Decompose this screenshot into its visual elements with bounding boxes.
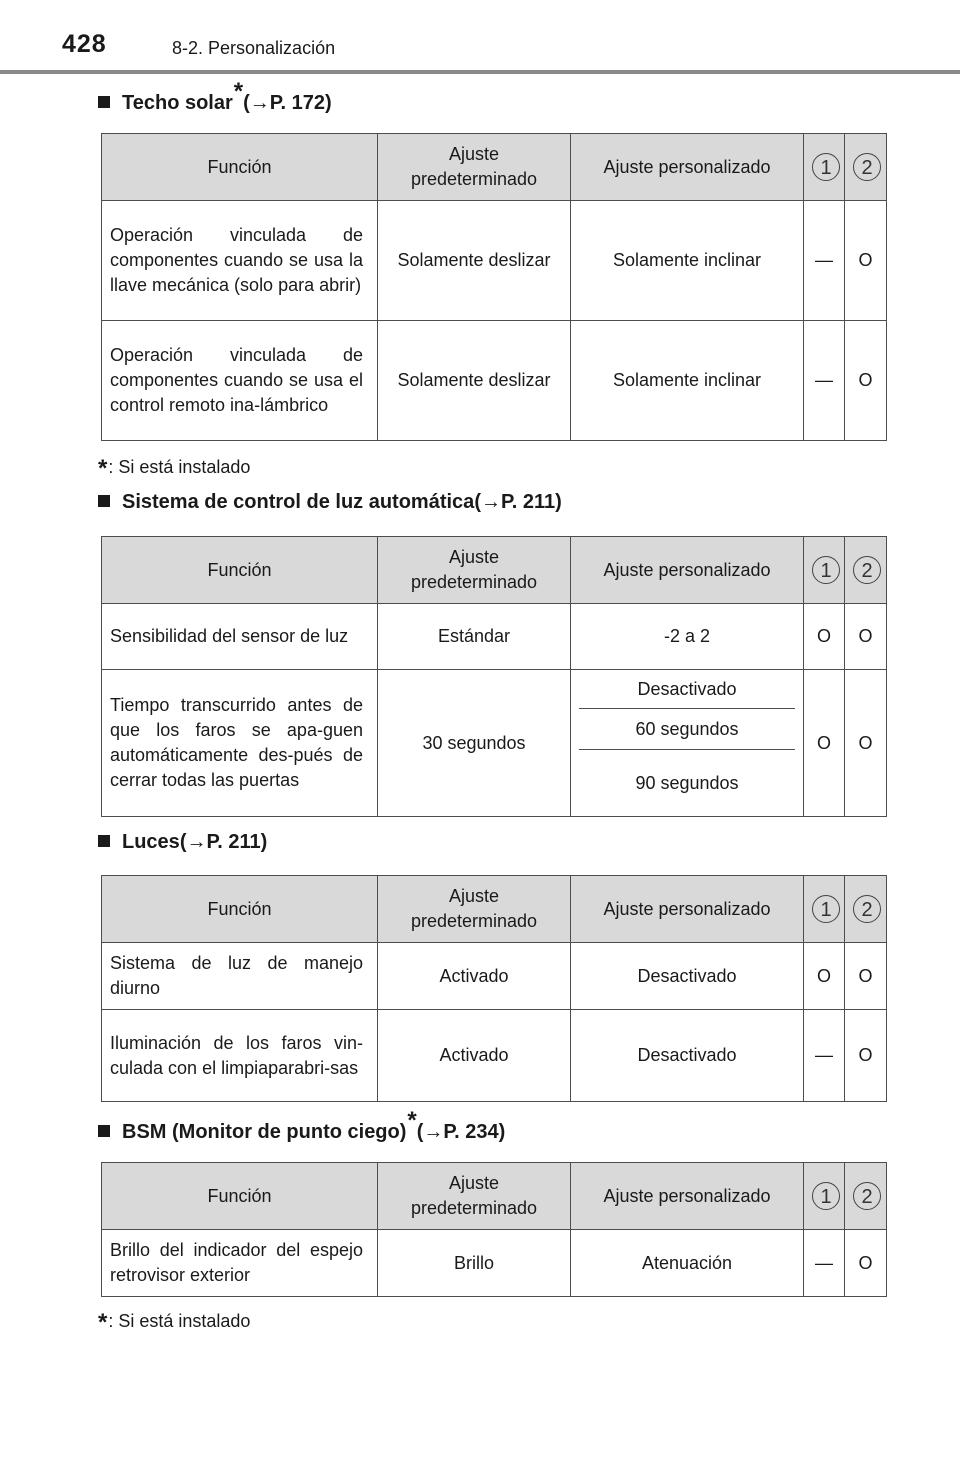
section-title-bsm: BSM (Monitor de punto ciego) * (→P. 234) bbox=[98, 1117, 505, 1145]
table-bsm bbox=[101, 1162, 887, 1297]
table-row: Sensibilidad del sensor de luz Estándar -2 a 2 O O bbox=[102, 604, 887, 670]
circled-one-icon: 1 bbox=[812, 556, 840, 584]
list-item: 90 segundos bbox=[635, 772, 739, 793]
square-bullet-icon bbox=[98, 835, 110, 847]
section-title-luz-automatica: Sistema de control de luz automática (→P. 211) bbox=[98, 491, 562, 514]
col-custom: Ajuste personalizado bbox=[571, 876, 804, 943]
col-default: Ajuste predeterminado bbox=[378, 1163, 571, 1230]
square-bullet-icon bbox=[98, 1125, 110, 1137]
col-default: Ajuste predeterminado bbox=[378, 537, 571, 604]
circled-one-icon: 1 bbox=[812, 1182, 840, 1210]
col-funcion: Función bbox=[102, 537, 378, 604]
col-funcion: Función bbox=[102, 134, 378, 201]
col-custom: Ajuste personalizado bbox=[571, 134, 804, 201]
circled-one-icon: 1 bbox=[812, 895, 840, 923]
col-default: Ajuste predeterminado bbox=[378, 134, 571, 201]
table-row: Operación vinculada de componentes cuando se usa el control remoto ina-lámbrico Solamente deslizar Solamente inclinar — O bbox=[102, 321, 887, 441]
square-bullet-icon bbox=[98, 495, 110, 507]
table-row: Tiempo transcurrido antes de que los faros se apa-guen automáticamente des-pués de cerrar todas las puertas 30 segundos Desactivado 60 segundos 90 segundos O O bbox=[102, 670, 887, 817]
table-header-row bbox=[102, 537, 887, 604]
page-number: 428 bbox=[62, 30, 107, 58]
col-funcion: Función bbox=[102, 1163, 378, 1230]
header-rule bbox=[0, 70, 960, 74]
table-row: Operación vinculada de componentes cuando se usa la llave mecánica (solo para abrir) Solamente deslizar Solamente inclinar — O bbox=[102, 201, 887, 321]
list-item: 60 segundos bbox=[579, 709, 795, 750]
col-default: Ajuste predeterminado bbox=[378, 876, 571, 943]
footnote: * : Si está instalado bbox=[98, 1309, 251, 1336]
table-header-row bbox=[102, 134, 887, 201]
table-luz-automatica bbox=[101, 536, 887, 817]
table-row: Iluminación de los faros vin-culada con el limpiaparabri-sas Activado Desactivado — O bbox=[102, 1010, 887, 1102]
circled-two-icon: 2 bbox=[853, 1182, 881, 1210]
footnote: * : Si está instalado bbox=[98, 455, 251, 482]
col-custom: Ajuste personalizado bbox=[571, 537, 804, 604]
col-custom: Ajuste personalizado bbox=[571, 1163, 804, 1230]
square-bullet-icon bbox=[98, 96, 110, 108]
section-title-techo-solar: Techo solar * (→P. 172) bbox=[98, 88, 332, 116]
circled-two-icon: 2 bbox=[853, 556, 881, 584]
table-row: Sistema de luz de manejo diurno Activado Desactivado O O bbox=[102, 943, 887, 1010]
circled-two-icon: 2 bbox=[853, 895, 881, 923]
table-row: Brillo del indicador del espejo retrovisor exterior Brillo Atenuación — O bbox=[102, 1230, 887, 1297]
table-luces bbox=[101, 875, 887, 1102]
section-title-luces: Luces (→P. 211) bbox=[98, 831, 267, 854]
section-header: 8-2. Personalización bbox=[172, 38, 336, 58]
table-header-row bbox=[102, 876, 887, 943]
table-header-row bbox=[102, 1163, 887, 1230]
col-funcion: Función bbox=[102, 876, 378, 943]
list-item: Desactivado bbox=[579, 670, 795, 709]
circled-two-icon: 2 bbox=[853, 153, 881, 181]
circled-one-icon: 1 bbox=[812, 153, 840, 181]
table-techo-solar bbox=[101, 133, 887, 441]
